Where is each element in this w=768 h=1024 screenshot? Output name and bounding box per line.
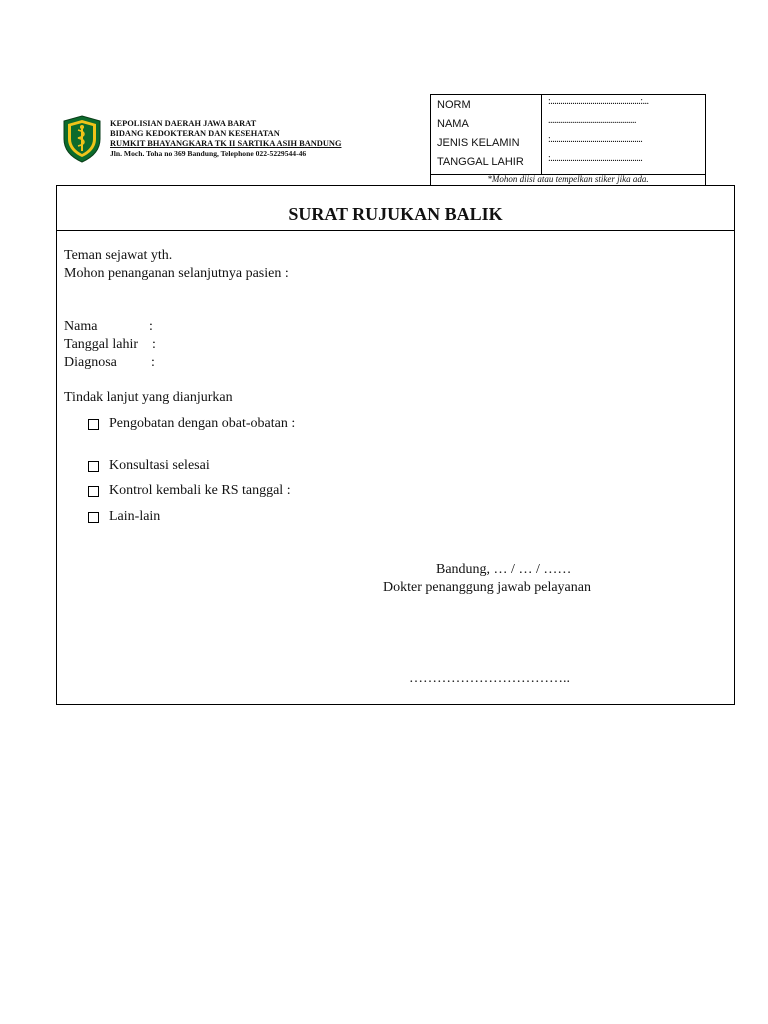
police-emblem-logo bbox=[62, 115, 102, 163]
followup-heading: Tindak lanjut yang dianjurkan bbox=[64, 390, 233, 405]
id-label-nama: NAMA bbox=[437, 118, 469, 130]
checkbox-konsultasi[interactable] bbox=[88, 461, 99, 472]
form-title: SURAT RUJUKAN BALIK bbox=[288, 204, 503, 224]
id-label-tanggal-lahir: TANGGAL LAHIR bbox=[437, 156, 524, 168]
checkbox-lain-lain[interactable] bbox=[88, 512, 99, 523]
option-lain-lain: Lain-lain bbox=[109, 509, 161, 524]
option-pengobatan: Pengobatan dengan obat-obatan : bbox=[109, 416, 296, 431]
checkbox-kontrol[interactable] bbox=[88, 486, 99, 497]
field-colon-tanggal-lahir: : bbox=[152, 337, 156, 352]
id-row-nama bbox=[431, 114, 705, 133]
patient-id-table bbox=[430, 94, 706, 175]
signature-line: …………………………….. bbox=[409, 671, 570, 686]
field-label-nama: Nama bbox=[64, 319, 98, 334]
header-department: BIDANG KEDOKTERAN DAN KESEHATAN bbox=[110, 129, 280, 138]
request-text: Mohon penanganan selanjutnya pasien : bbox=[64, 266, 289, 281]
place-date: Bandung, … / … / …… bbox=[436, 562, 572, 577]
title-bar bbox=[57, 186, 734, 231]
id-value-jenis-kelamin[interactable]: :.............................................. bbox=[548, 134, 643, 145]
institution-header bbox=[110, 119, 341, 159]
id-label-jenis-kelamin: JENIS KELAMIN bbox=[437, 137, 520, 149]
id-value-tanggal-lahir[interactable]: :.............................................. bbox=[548, 153, 643, 164]
header-hospital-name: RUMKIT BHAYANGKARA TK II SARTIKA ASIH BANDUNG bbox=[110, 139, 342, 148]
signer-title: Dokter penanggung jawab pelayanan bbox=[383, 580, 591, 595]
field-colon-nama: : bbox=[149, 319, 153, 334]
id-row-jenis-kelamin bbox=[431, 133, 705, 152]
header-address: Jln. Moch. Toha no 369 Bandung, Telephone 022-5229544-46 bbox=[110, 149, 307, 158]
id-value-norm[interactable]: :.............................................:... bbox=[548, 96, 649, 107]
header-police-name: KEPOLISIAN DAERAH JAWA BARAT bbox=[110, 119, 257, 128]
option-konsultasi: Konsultasi selesai bbox=[109, 458, 210, 473]
checkbox-pengobatan[interactable] bbox=[88, 419, 99, 430]
referral-form bbox=[56, 185, 735, 705]
greeting-text: Teman sejawat yth. bbox=[64, 248, 173, 263]
field-label-tanggal-lahir: Tanggal lahir bbox=[64, 337, 139, 352]
id-row-norm bbox=[431, 95, 705, 114]
option-kontrol: Kontrol kembali ke RS tanggal : bbox=[109, 483, 291, 498]
sticker-note: *Mohon diisi atau tempelkan stiker jika ada. bbox=[430, 173, 706, 186]
id-row-tanggal-lahir bbox=[431, 152, 705, 171]
field-label-diagnosa: Diagnosa bbox=[64, 355, 117, 370]
field-colon-diagnosa: : bbox=[151, 355, 155, 370]
id-label-norm: NORM bbox=[437, 99, 471, 111]
id-value-nama[interactable]: ............................................ bbox=[548, 115, 636, 126]
